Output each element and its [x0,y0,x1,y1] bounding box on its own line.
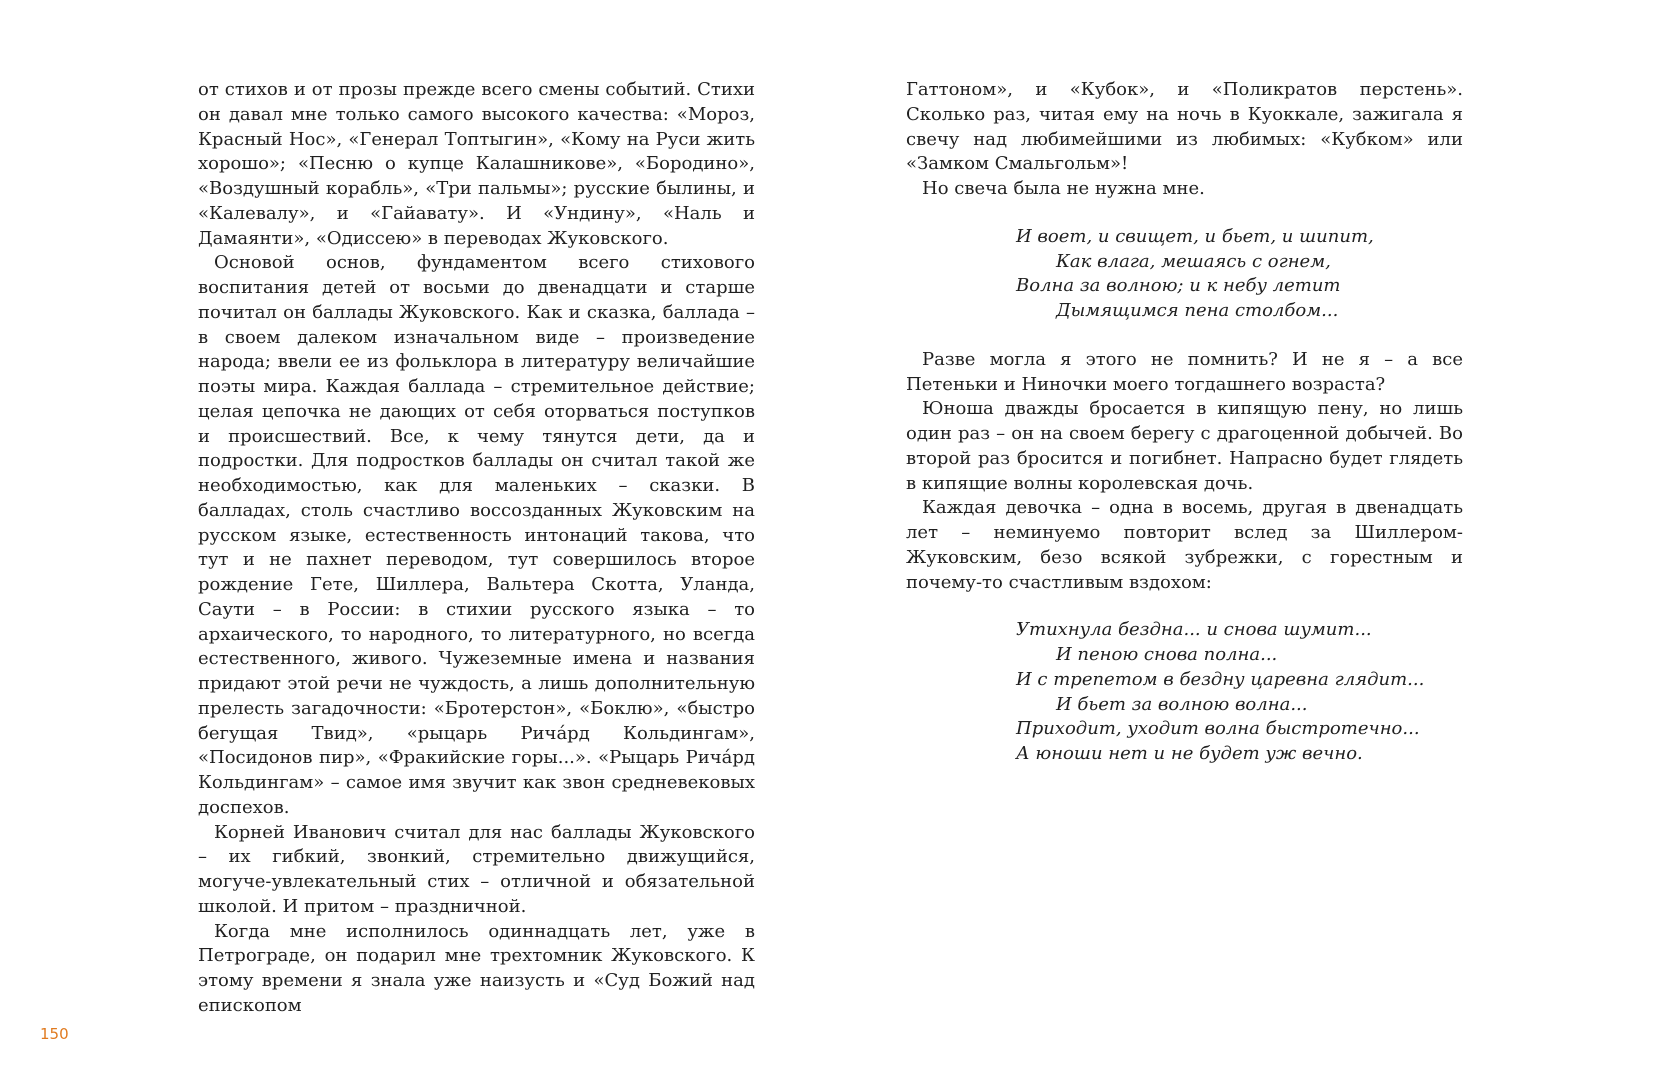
paragraph: Разве могла я этого не помнить? И не я – а все Петеньки и Ниночки моего тогдашнего возраста? [906,348,1463,395]
poem-line: И воет, и свищет, и бьет, и шипит, [1016,225,1374,247]
paragraph: Корней Иванович считал для нас баллады Жуковского – их гибкий, звонкий, стремительно движущийся, могуче-увлекательный стих – отличной и обязательной школой. И притом – праздничной. [198,821,755,917]
paragraph: Гаттоном», и «Кубок», и «Поликратов перстень». Сколько раз, читая ему на ночь в Куоккале, зажигала я свечу над любимейшими из любимых: «Кубком» или «Замком Смальгольм»! [906,79,1463,175]
poem-quote [1016,225,1463,324]
poem-line: И пеною снова полна... [1056,644,1278,665]
poem-line: Дымящимся пена столбом... [1056,300,1339,321]
poem-quote [1016,618,1463,767]
right-page [906,78,1463,791]
poem-line: Приходит, уходит волна быстротечно... [1016,718,1420,740]
paragraph: Основой основ, фундаментом всего стихового воспитания детей от восьми до двенадцати и старше почитал он баллады Жуковского. Как и сказка, баллада – в своем далеком изначальном виде – произведение народа; ввели ее из фольклора в литературу величайшие поэты мира. Каждая баллада – стремительное действие; целая цепочка не дающих от себя оторваться поступков и происшествий. Все, к чему тянутся дети, да и подростки. Для подростков баллады он считал такой же необходимостью, как для маленьких – сказки. В балладах, столь счастливо воссозданных Жуковским на русском языке, естественность интонаций такова, что тут и не пахнет переводом, тут совершилось второе рождение Гете, Шиллера, Вальтера Скотта, Уланда, Саути – в России: в стихии русского языка – то архаического, то народного, то литературного, но всегда естественного, живого. Чужеземные имена и названия придают этой речи не чуждость, а лишь дополнительную прелесть загадочности: «Бротерстон», «Боклю», «быстро бегущая Твид», «рыцарь Рича́рд Кольдингам», «Посидонов пир», «Фракийские горы...». «Рыцарь Рича́рд Кольдингам» – самое имя звучит как звон средневековых доспехов. [198,252,755,818]
poem-line: Как влага, мешаясь с огнем, [1056,250,1331,272]
paragraph: Но свеча была не нужна мне. [922,178,1205,199]
poem-line: И с трепетом в бездну царевна глядит... [1016,668,1425,690]
paragraph: Когда мне исполнилось одиннадцать лет, уже в Петрограде, он подарил мне трехтомник Жуковского. К этому времени я знала уже наизусть и «Суд Божий над епископом [198,920,755,1016]
poem-line: И бьет за волною волна... [1056,693,1308,715]
poem-line: Утихнула бездна... и снова шумит... [1016,619,1372,641]
poem-line: А юноши нет и не будет уж вечно. [1016,743,1363,764]
left-page [198,78,755,1019]
paragraph: Каждая девочка – одна в восемь, другая в двенадцать лет – неминуемо повторит вслед за Шиллером-Жуковским, безо всякой зубрежки, с горестным и почему-то счастливым вздохом: [906,497,1463,593]
paragraph: Юноша дважды бросается в кипящую пену, но лишь один раз – он на своем берегу с драгоценной добычей. Во второй раз бросится и погибнет. Напрасно будет глядеть в кипящие волны королевская дочь. [906,398,1463,494]
poem-line: Волна за волною; и к небу летит [1016,275,1341,297]
page-number: 150 [40,1025,69,1043]
paragraph: от стихов и от прозы прежде всего смены событий. Стихи он давал мне только самого высокого качества: «Мороз, Красный Нос», «Генерал Топтыгин», «Кому на Руси жить хорошо»; «Песню о купце Калашникове», «Бородино», «Воздушный корабль», «Три пальмы»; русские былины, и «Калевалу», и «Гайавату». И «Ундину», «Наль и Дамаянти», «Одиссею» в переводах Жуковского. [198,79,755,249]
